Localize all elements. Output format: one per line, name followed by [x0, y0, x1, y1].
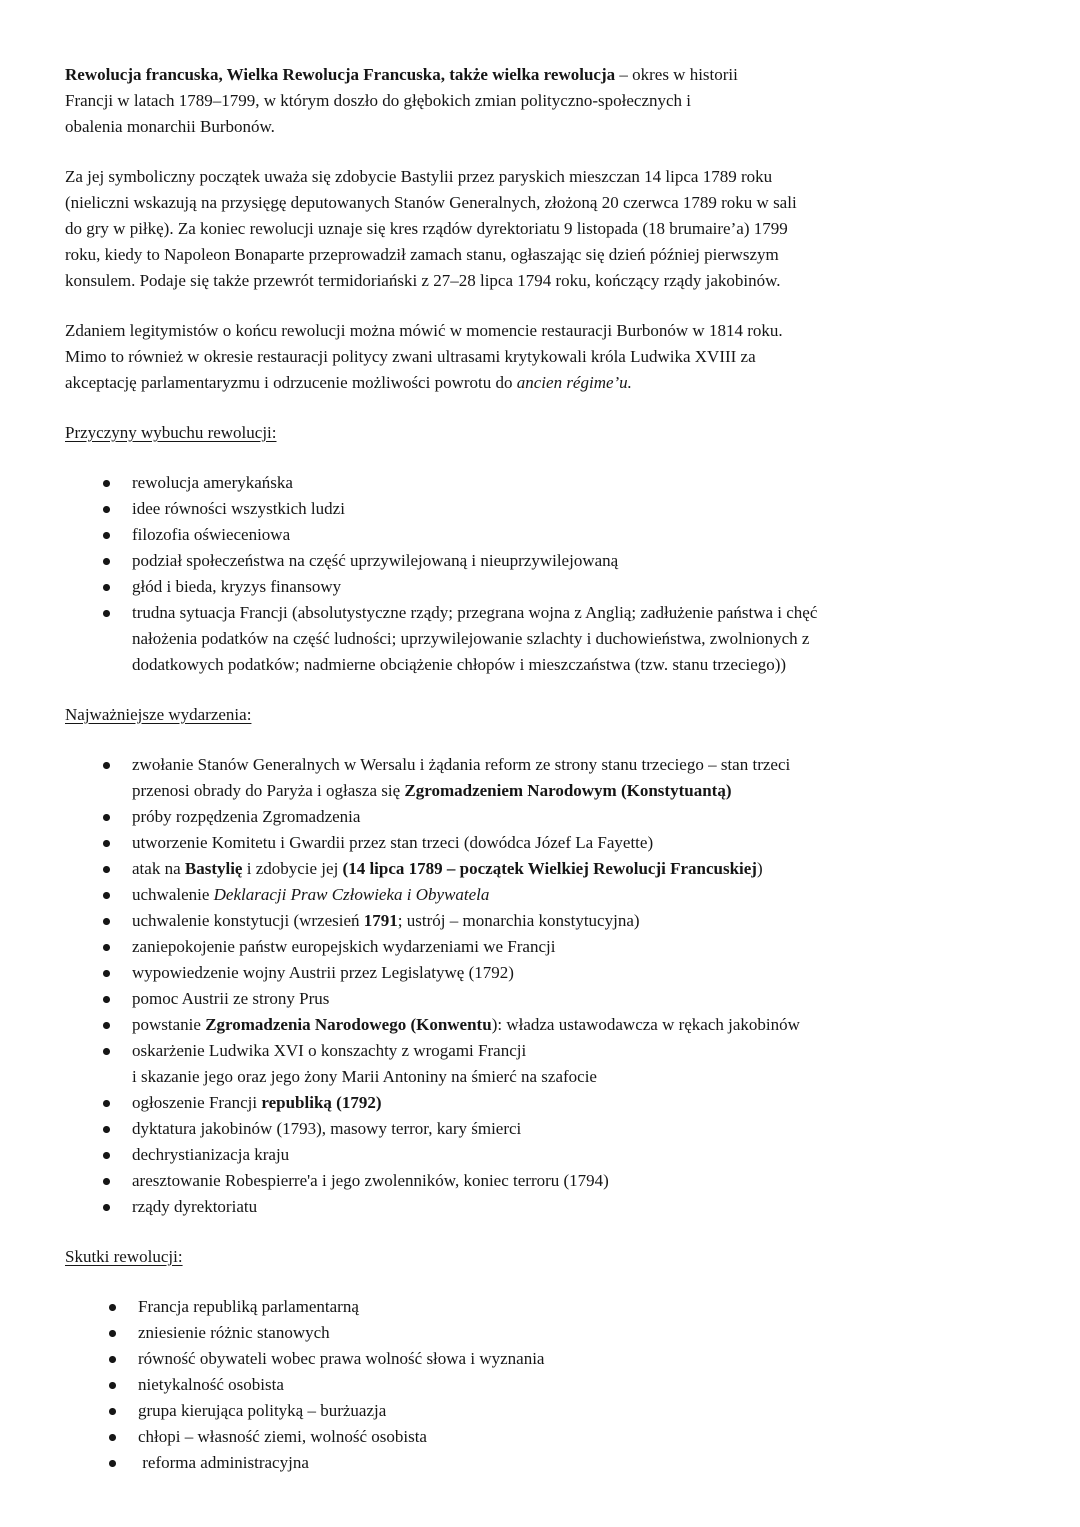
text-run: ): władza ustawodawcza w rękach jakobinów [491, 1015, 800, 1034]
text-run: nałożenia podatków na część ludności; uprzywilejowanie szlachty i duchowieństwa, zwolnionych z [132, 629, 810, 648]
text-run: Zgromadzenia Narodowego (Konwentu [205, 1015, 492, 1034]
text-run: trudna sytuacja Francji (absolutystyczne rządy; przegrana wojna z Anglią; zadłużenie państwa i chęć [132, 603, 818, 622]
text-line [65, 370, 1022, 396]
paragraph-intro [65, 62, 1022, 140]
text-run: powstanie [132, 1015, 206, 1034]
text-line [132, 548, 1022, 574]
text-run: wypowiedzenie wojny Austrii przez Legislatywę (1792) [132, 963, 514, 982]
bullet-icon [103, 1204, 110, 1211]
bullet-icon [103, 1178, 110, 1185]
list-item [65, 496, 1022, 522]
text-run: równość obywateli wobec prawa wolność słowa i wyznania [138, 1349, 545, 1368]
text-run: ogłoszenie Francji [132, 1093, 262, 1112]
text-run: (nieliczni wskazują na przysięgę deputowanych Stanów Generalnych, złożoną 20 czerwca 1789 roku w sali [65, 193, 797, 212]
paragraph-legitimists [65, 318, 1022, 396]
text-line [138, 1294, 1022, 1320]
text-line [132, 652, 1022, 678]
list-item [65, 548, 1022, 574]
text-line [65, 344, 1022, 370]
text-line [65, 242, 1022, 268]
text-line [132, 804, 1022, 830]
list-item [65, 1320, 1022, 1346]
text-run: (14 lipca 1789 – początek Wielkiej Rewolucji Francuskiej [342, 859, 757, 878]
text-run: do gry w piłkę). Za koniec rewolucji uznaje się kres rządów dyrektoriatu 9 listopada (18 brumaire’a) 1799 [65, 219, 788, 238]
text-run: zniesienie różnic stanowych [138, 1323, 330, 1342]
text-run: głód i bieda, kryzys finansowy [132, 577, 342, 596]
bullet-icon [109, 1382, 116, 1389]
text-line [132, 1012, 1022, 1038]
heading-events: Najważniejsze wydarzenia: [65, 705, 252, 724]
text-line [132, 1168, 1022, 1194]
text-run: aresztowanie Robespierre'a i jego zwolenników, koniec terroru (1794) [132, 1171, 609, 1190]
text-line [132, 908, 1022, 934]
list-item [65, 986, 1022, 1012]
bullet-icon [109, 1460, 116, 1467]
text-run: roku, kiedy to Napoleon Bonaparte przeprowadził zamach stanu, ogłaszając się dzień później pierwszym [65, 245, 779, 264]
bullet-icon [103, 918, 110, 925]
list-item [65, 1142, 1022, 1168]
text-line [132, 882, 1022, 908]
text-line [132, 960, 1022, 986]
text-line [138, 1346, 1022, 1372]
list-item [65, 960, 1022, 986]
text-line [132, 1116, 1022, 1142]
bullet-icon [103, 532, 110, 539]
text-run: republiką (1792) [261, 1093, 382, 1112]
text-line [132, 1064, 1022, 1090]
bullet-icon [103, 1126, 110, 1133]
text-run: Bastylię [184, 859, 243, 878]
text-line [65, 114, 1022, 140]
list-item [65, 1294, 1022, 1320]
bullet-icon [103, 1022, 110, 1029]
text-line [132, 496, 1022, 522]
text-line [132, 934, 1022, 960]
text-run: filozofia oświeceniowa [132, 525, 291, 544]
text-line [132, 1090, 1022, 1116]
text-line [65, 190, 1022, 216]
text-line [65, 62, 1022, 88]
text-run: Francji w latach 1789–1799, w którym doszło do głębokich zmian polityczno-społecznych i [65, 91, 692, 110]
text-run: reforma administracyjna [138, 1453, 309, 1472]
text-run: akceptację parlamentaryzmu i odrzucenie możliwości powrotu do [65, 373, 517, 392]
text-run: uchwalenie konstytucji (wrzesień [132, 911, 364, 930]
text-line [138, 1424, 1022, 1450]
list-item [65, 600, 1022, 678]
list-item [65, 908, 1022, 934]
list-item [65, 1194, 1022, 1220]
text-run: utworzenie Komitetu i Gwardii przez stan trzeci (dowódca Józef La Fayette) [132, 833, 654, 852]
text-line [132, 1142, 1022, 1168]
bullet-icon [103, 814, 110, 821]
text-run: dechrystianizacja kraju [132, 1145, 290, 1164]
list-item [65, 1090, 1022, 1116]
text-line [132, 1038, 1022, 1064]
text-run: dyktatura jakobinów (1793), masowy terror, kary śmierci [132, 1119, 522, 1138]
text-run: chłopi – własność ziemi, wolność osobista [138, 1427, 427, 1446]
text-run: ; ustrój – monarchia konstytucyjna) [397, 911, 640, 930]
text-run: – okres w historii [615, 65, 738, 84]
list-item [65, 1424, 1022, 1450]
text-line [132, 600, 1022, 626]
text-run: Deklaracji Praw Człowieka i Obywatela [213, 885, 490, 904]
bullet-icon [103, 584, 110, 591]
text-line [132, 778, 1022, 804]
text-run: podział społeczeństwa na część uprzywilejowaną i nieuprzywilejowaną [132, 551, 619, 570]
text-line [65, 268, 1022, 294]
text-line [132, 986, 1022, 1012]
bullet-icon [103, 840, 110, 847]
text-line [65, 318, 1022, 344]
list-causes [65, 470, 1022, 678]
text-line [138, 1450, 1022, 1476]
list-item [65, 1168, 1022, 1194]
bullet-icon [103, 892, 110, 899]
bullet-icon [103, 558, 110, 565]
text-run: Zdaniem legitymistów o końcu rewolucji można mówić w momencie restauracji Burbonów w 1814 roku. [65, 321, 783, 340]
list-item [65, 1012, 1022, 1038]
bullet-icon [109, 1434, 116, 1441]
bullet-icon [109, 1356, 116, 1363]
text-run: rządy dyrektoriatu [132, 1197, 258, 1216]
bullet-icon [109, 1330, 116, 1337]
list-events [65, 752, 1022, 1220]
bullet-icon [103, 610, 110, 617]
text-line [65, 216, 1022, 242]
list-item [65, 1116, 1022, 1142]
text-run: próby rozpędzenia Zgromadzenia [132, 807, 361, 826]
list-item [65, 1372, 1022, 1398]
text-line [132, 830, 1022, 856]
text-run: i skazanie jego oraz jego żony Marii Antoniny na śmierć na szafocie [132, 1067, 597, 1086]
bullet-icon [103, 944, 110, 951]
text-run: Rewolucja francuska, Wielka Rewolucja Francuska, także wielka rewolucja [65, 65, 616, 84]
list-item [65, 1450, 1022, 1476]
text-run: nietykalność osobista [138, 1375, 284, 1394]
bullet-icon [103, 866, 110, 873]
heading-effects: Skutki rewolucji: [65, 1247, 183, 1266]
text-line [132, 752, 1022, 778]
text-line [132, 626, 1022, 652]
list-item [65, 1346, 1022, 1372]
list-item [65, 856, 1022, 882]
list-item [65, 470, 1022, 496]
text-run: oskarżenie Ludwika XVI o konszachty z wrogami Francji [132, 1041, 527, 1060]
bullet-icon [103, 1100, 110, 1107]
bullet-icon [109, 1304, 116, 1311]
list-item [65, 1398, 1022, 1424]
list-item [65, 804, 1022, 830]
bullet-icon [103, 996, 110, 1003]
list-item [65, 522, 1022, 548]
text-run: przenosi obrady do Paryża i ogłasza się [132, 781, 405, 800]
text-line [138, 1372, 1022, 1398]
text-run: pomoc Austrii ze strony Prus [132, 989, 330, 1008]
text-line [132, 574, 1022, 600]
text-run: zwołanie Stanów Generalnych w Wersalu i żądania reform ze strony stanu trzeciego – stan trzeci [132, 755, 791, 774]
text-line [138, 1320, 1022, 1346]
text-run: uchwalenie [132, 885, 214, 904]
text-run: zaniepokojenie państw europejskich wydarzeniami we Francji [132, 937, 556, 956]
list-item [65, 830, 1022, 856]
list-effects [65, 1294, 1022, 1476]
list-item [65, 752, 1022, 804]
text-line [65, 88, 1022, 114]
text-line [132, 522, 1022, 548]
text-run: rewolucja amerykańska [132, 473, 293, 492]
bullet-icon [103, 1152, 110, 1159]
heading-causes: Przyczyny wybuchu rewolucji: [65, 423, 277, 442]
bullet-icon [103, 1048, 110, 1055]
text-run: atak na [132, 859, 185, 878]
bullet-icon [109, 1408, 116, 1415]
text-run: idee równości wszystkich ludzi [132, 499, 345, 518]
list-item [65, 882, 1022, 908]
text-run: Francja republiką parlamentarną [138, 1297, 359, 1316]
list-item [65, 934, 1022, 960]
text-run: i zdobycie jej [242, 859, 343, 878]
text-line [132, 856, 1022, 882]
bullet-icon [103, 970, 110, 977]
bullet-icon [103, 762, 110, 769]
text-run: Zgromadzeniem Narodowym (Konstytuantą) [404, 781, 732, 800]
bullet-icon [103, 480, 110, 487]
text-run: ) [756, 859, 763, 878]
text-run: dodatkowych podatków; nadmierne obciążenie chłopów i mieszczaństwa (tzw. stanu trzeciego)) [132, 655, 787, 674]
list-item [65, 1038, 1022, 1090]
bullet-icon [103, 506, 110, 513]
text-run: obalenia monarchii Burbonów. [65, 117, 275, 136]
paragraph-revolution-timeline [65, 164, 1022, 294]
text-run: Mimo to również w okresie restauracji politycy zwani ultrasami krytykowali króla Ludwika XVIII za [65, 347, 756, 366]
text-line [65, 164, 1022, 190]
text-line [132, 1194, 1022, 1220]
text-line [138, 1398, 1022, 1424]
text-run: 1791 [363, 911, 398, 930]
text-run: ancien régime’u. [516, 373, 632, 392]
text-run: Za jej symboliczny początek uważa się zdobycie Bastylii przez paryskich mieszczan 14 lipca 1789 roku [65, 167, 773, 186]
text-line [132, 470, 1022, 496]
text-run: konsulem. Podaje się także przewrót termidoriański z 27–28 lipca 1794 roku, kończący rządy jakobinów. [65, 271, 781, 290]
list-item [65, 574, 1022, 600]
text-run: grupa kierująca polityką – burżuazja [138, 1401, 387, 1420]
